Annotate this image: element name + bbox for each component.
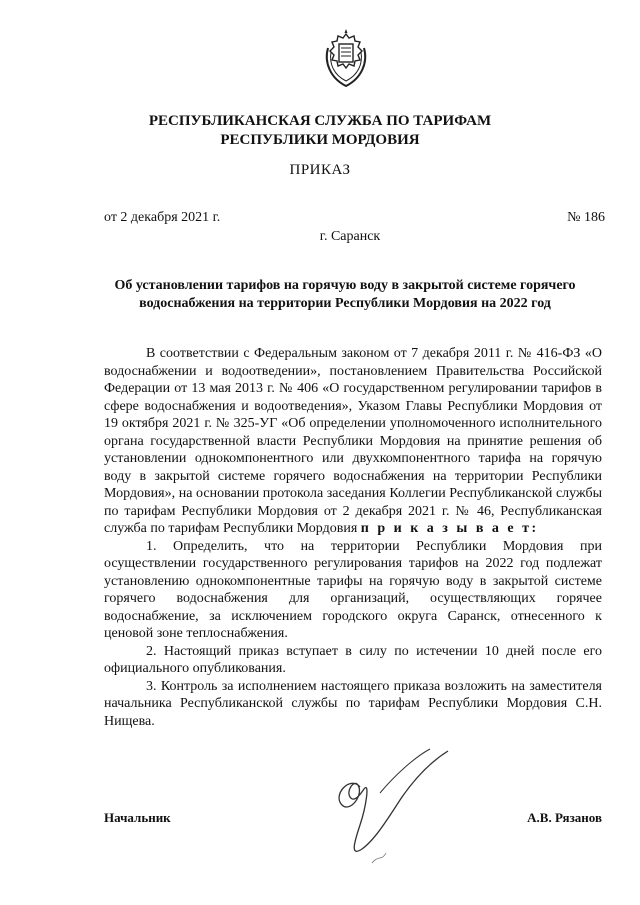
preamble-paragraph <box>104 345 602 538</box>
item-3-paragraph: 3. Контроль за исполнением настоящего приказа возложить на заместителя начальника Республиканской службы по тарифам Республики Мордовия С.Н. Нищева. <box>104 678 602 729</box>
document-type: ПРИКАЗ <box>289 162 351 178</box>
order-subject <box>90 277 600 313</box>
order-number: № 186 <box>567 210 605 225</box>
organization-name-line2: РЕСПУБЛИКИ МОРДОВИЯ <box>220 132 420 148</box>
order-date: от 2 декабря 2021 г. <box>104 210 221 225</box>
organization-name-line1: РЕСПУБЛИКАНСКАЯ СЛУЖБА ПО ТАРИФАМ <box>148 113 492 129</box>
handwritten-signature <box>320 745 470 875</box>
order-body <box>104 345 602 730</box>
order-subject-line1: Об установлении тарифов на горячую воду в закрытой системе горячего <box>114 278 576 293</box>
order-city: г. Саранск <box>319 229 381 244</box>
signer-title: Начальник <box>104 810 171 825</box>
republic-coat-of-arms-icon <box>320 28 372 92</box>
item-1-paragraph: 1. Определить, что на территории Республики Мордовия при осуществлении государственного регулирования тарифов на 2022 год подлежат установлению однокомпонентные тарифы на горячую воду в закрытой системе горячего водоснабжения для организаций, осуществляющих горячее водоснабжение, за исключением городского округа Саранск, отнесенного к ценовой зоне теплоснабжения. <box>104 538 602 641</box>
item-2-paragraph: 2. Настоящий приказ вступает в силу по истечении 10 дней после его официального опубликования. <box>104 643 602 676</box>
organization-name <box>0 112 640 150</box>
order-subject-line2: водоснабжения на территории Республики Мордовия на 2022 год <box>139 296 551 311</box>
command-word: п р и к а з ы в а е т: <box>360 521 539 536</box>
signer-name: А.В. Рязанов <box>527 810 602 825</box>
preamble-text: В соответствии с Федеральным законом от 7 декабря 2011 г. № 416-ФЗ «О водоснабжении и водоотведении», постановлением Правительства Российской Федерации от 13 мая 2013 г. № 406 «О государственном регулировании тарифов в сфере водоснабжения и водоотведения», Указом Главы Республики Мордовия от 19 октября 2021 г. № 325-УГ «Об определении уполномоченного исполнительного органа государственной власти Республики Мордовия на принятие решения об установлении однокомпонентного или двухкомпонентного тарифа на горячую воду в закрытой системе горячего водоснабжения на территории Республики Мордовия», на основании протокола заседания Коллегии Республиканской службы по тарифам Республики Мордовия от 2 декабря 2021 г. № 46, Республиканская служба по тарифам Республики Мордовия <box>104 346 602 536</box>
